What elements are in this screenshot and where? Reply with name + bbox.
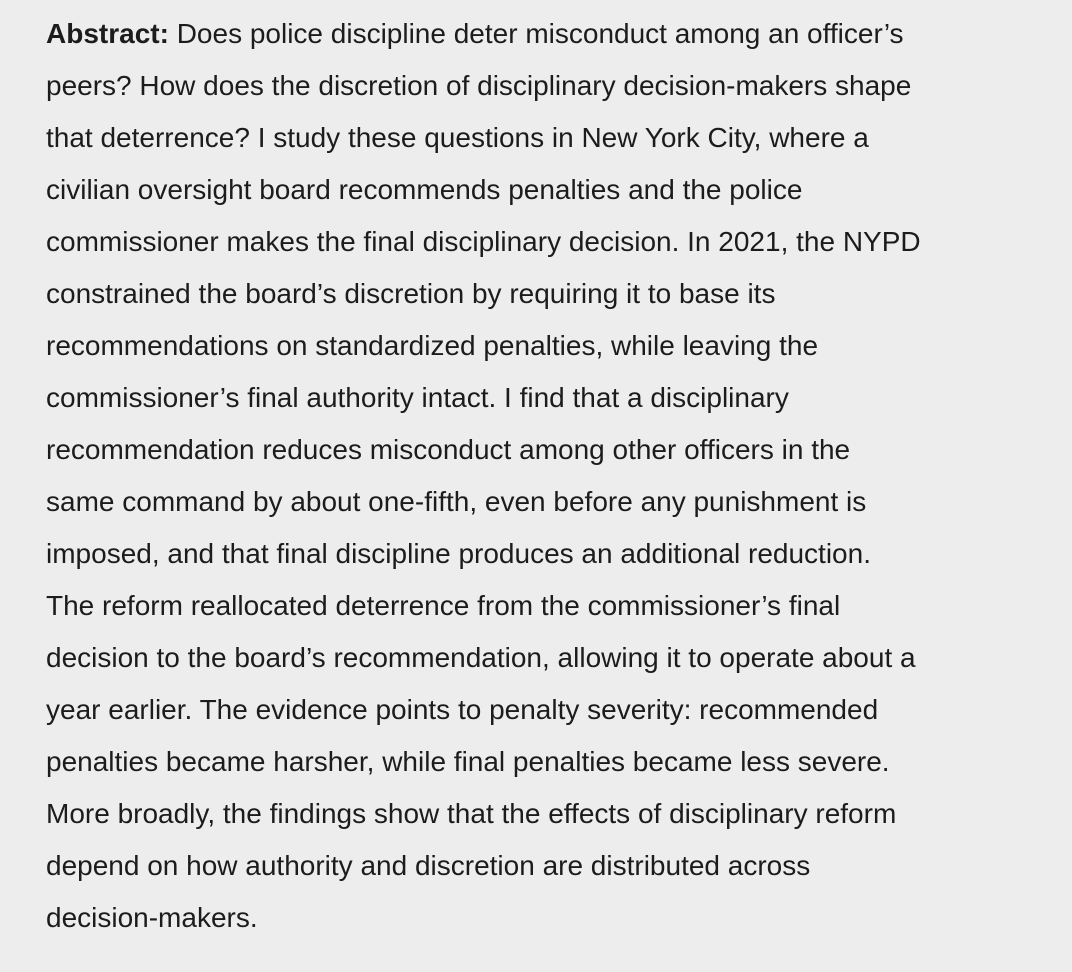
- abstract-line: same command by about one-fifth, even before any punishment is: [46, 486, 867, 517]
- abstract-line: More broadly, the findings show that the effects of disciplinary reform: [46, 798, 897, 829]
- abstract-line: decision to the board’s recommendation, allowing it to operate about a: [46, 642, 916, 673]
- abstract-line: year earlier. The evidence points to penalty severity: recommended: [46, 694, 879, 725]
- abstract-line: civilian oversight board recommends penalties and the police: [46, 174, 803, 205]
- abstract-paragraph: [46, 8, 1036, 944]
- abstract-line: commissioner’s final authority intact. I find that a disciplinary: [46, 382, 789, 413]
- abstract-text: Does police discipline deter misconduct among an officer’s: [168, 18, 904, 49]
- abstract-line: penalties became harsher, while final penalties became less severe.: [46, 746, 890, 777]
- abstract-line: depend on how authority and discretion are distributed across: [46, 850, 811, 881]
- abstract-line: decision-makers.: [46, 902, 258, 933]
- abstract-line: constrained the board’s discretion by requiring it to base its: [46, 278, 776, 309]
- abstract-line: [46, 8, 1036, 60]
- abstract-line: that deterrence? I study these questions in New York City, where a: [46, 122, 869, 153]
- abstract-line: imposed, and that final discipline produces an additional reduction.: [46, 538, 871, 569]
- abstract-label: Abstract:: [46, 18, 169, 49]
- abstract-line: recommendations on standardized penalties, while leaving the: [46, 330, 819, 361]
- abstract-line: recommendation reduces misconduct among other officers in the: [46, 434, 851, 465]
- abstract-line: The reform reallocated deterrence from the commissioner’s final: [46, 590, 841, 621]
- abstract-line: peers? How does the discretion of disciplinary decision-makers shape: [46, 70, 912, 101]
- abstract-line: commissioner makes the final disciplinary decision. In 2021, the NYPD: [46, 226, 921, 257]
